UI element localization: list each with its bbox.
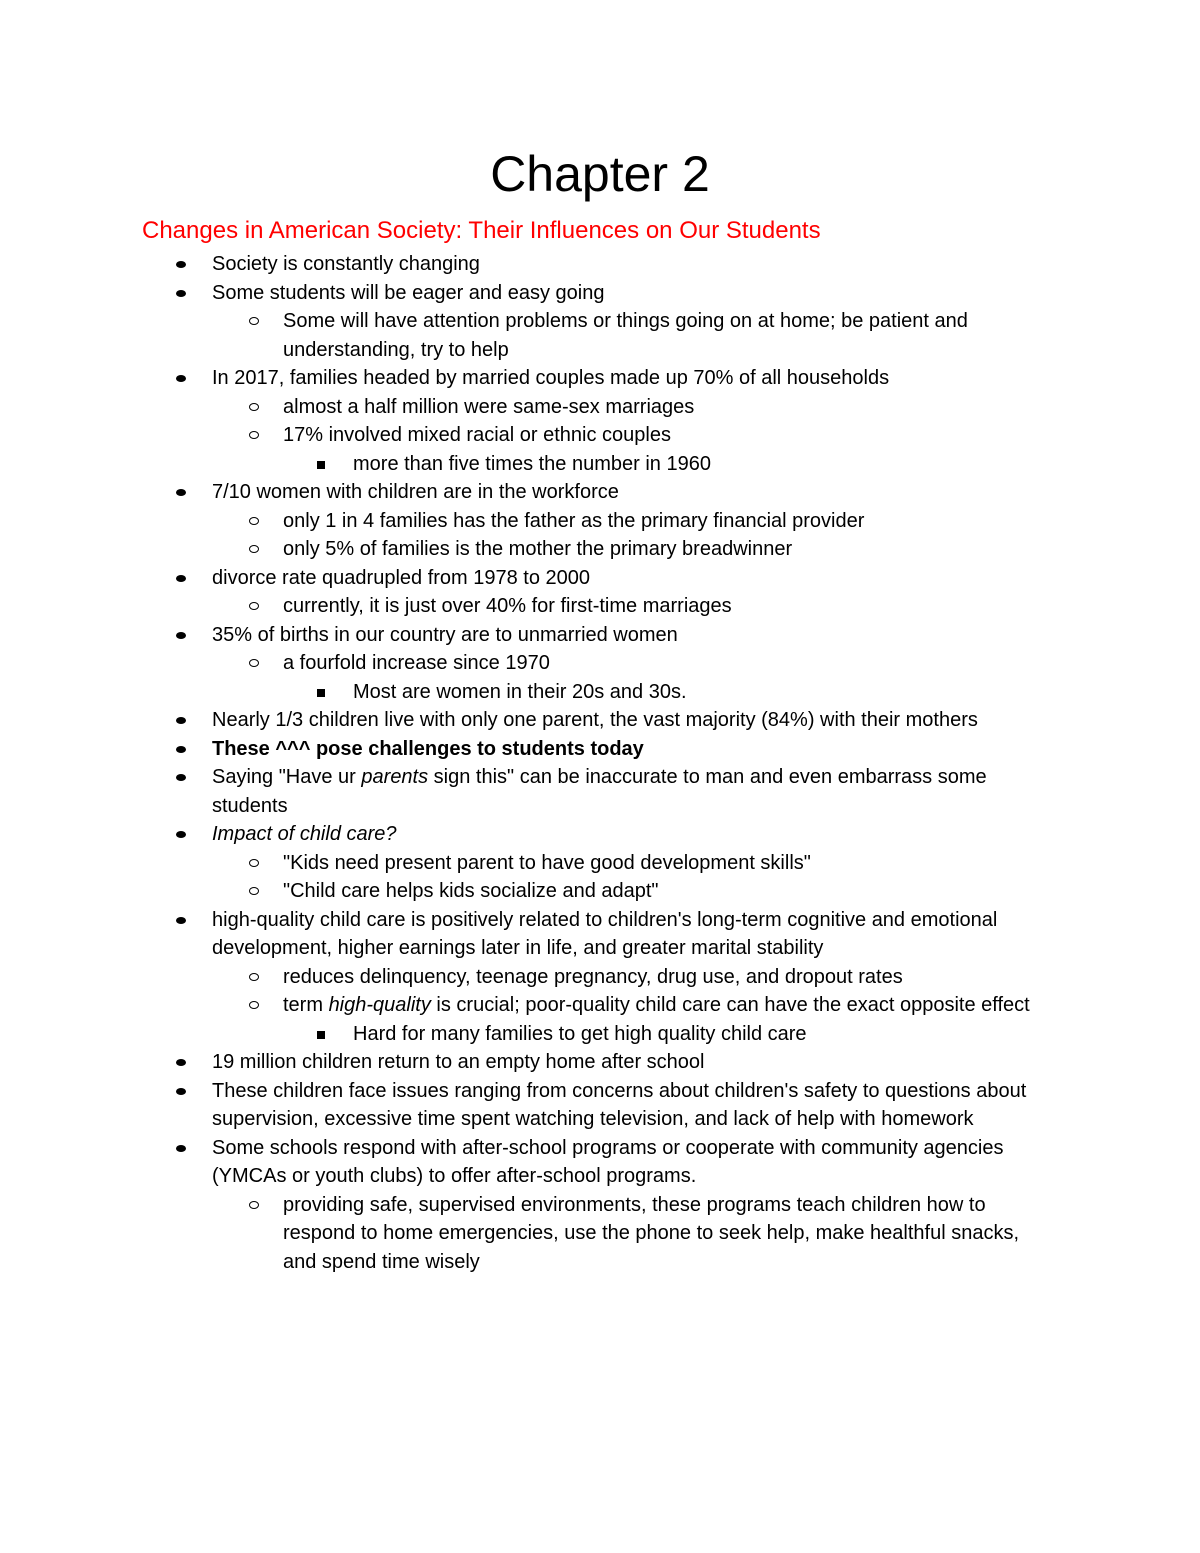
section-heading: Changes in American Society: Their Influences on Our Students	[142, 217, 821, 244]
list-item: Most are women in their 20s and 30s.	[0, 678, 1200, 707]
bullet-circle-icon	[249, 859, 259, 867]
bullet-circle-icon	[249, 517, 259, 525]
list-item: Nearly 1/3 children live with only one parent, the vast majority (84%) with their mothers	[0, 706, 1200, 735]
bullet-dot-icon	[176, 375, 186, 382]
bullet-square-icon	[317, 689, 325, 697]
list-item: reduces delinquency, teenage pregnancy, drug use, and dropout rates	[0, 963, 1200, 992]
list-item: divorce rate quadrupled from 1978 to 2000	[0, 564, 1200, 593]
list-item: almost a half million were same-sex marriages	[0, 393, 1200, 422]
list-item: "Kids need present parent to have good development skills"	[0, 849, 1200, 878]
list-item: Society is constantly changing	[0, 250, 1200, 279]
bullet-circle-icon	[249, 887, 259, 895]
bullet-dot-icon	[176, 261, 186, 268]
bullet-circle-icon	[249, 403, 259, 411]
page-title: Chapter 2	[490, 146, 710, 202]
bullet-dot-icon	[176, 746, 186, 753]
list-item: a fourfold increase since 1970	[0, 649, 1200, 678]
bullet-circle-icon	[249, 545, 259, 553]
bullet-dot-icon	[176, 632, 186, 639]
bullet-circle-icon	[249, 431, 259, 439]
list-item: term high-quality is crucial; poor-quality child care can have the exact opposite effect	[0, 991, 1200, 1020]
list-item: 19 million children return to an empty home after school	[0, 1048, 1200, 1077]
notes-list	[0, 250, 1200, 1276]
bullet-dot-icon	[176, 1088, 186, 1095]
list-item: more than five times the number in 1960	[0, 450, 1200, 479]
bullet-circle-icon	[249, 1001, 259, 1009]
bullet-circle-icon	[249, 1201, 259, 1209]
bullet-circle-icon	[249, 602, 259, 610]
list-item: Impact of child care?	[0, 820, 1200, 849]
bullet-dot-icon	[176, 1145, 186, 1152]
list-item: "Child care helps kids socialize and adapt"	[0, 877, 1200, 906]
bullet-dot-icon	[176, 774, 186, 781]
bullet-circle-icon	[249, 973, 259, 981]
bullet-dot-icon	[176, 831, 186, 838]
list-item: high-quality child care is positively related to children's long-term cognitive and emotional development, higher earnings later in life, and greater marital stability	[0, 906, 1200, 963]
list-item: only 5% of families is the mother the primary breadwinner	[0, 535, 1200, 564]
bullet-square-icon	[317, 461, 325, 469]
list-item: In 2017, families headed by married couples made up 70% of all households	[0, 364, 1200, 393]
list-item: Some will have attention problems or things going on at home; be patient and understanding, try to help	[0, 307, 1200, 364]
bullet-circle-icon	[249, 659, 259, 667]
list-item: These children face issues ranging from concerns about children's safety to questions about supervision, excessive time spent watching television, and lack of help with homework	[0, 1077, 1200, 1134]
bullet-square-icon	[317, 1031, 325, 1039]
bullet-dot-icon	[176, 290, 186, 297]
bullet-dot-icon	[176, 917, 186, 924]
list-item: currently, it is just over 40% for first-time marriages	[0, 592, 1200, 621]
list-item: 35% of births in our country are to unmarried women	[0, 621, 1200, 650]
list-item: Hard for many families to get high quality child care	[0, 1020, 1200, 1049]
list-item: 17% involved mixed racial or ethnic couples	[0, 421, 1200, 450]
list-item: providing safe, supervised environments, these programs teach children how to respond to home emergencies, use the phone to seek help, make healthful snacks, and spend time wisely	[0, 1191, 1200, 1277]
bullet-circle-icon	[249, 317, 259, 325]
list-item: These ^^^ pose challenges to students today	[0, 735, 1200, 764]
bullet-dot-icon	[176, 1059, 186, 1066]
list-item: only 1 in 4 families has the father as the primary financial provider	[0, 507, 1200, 536]
list-item: Some students will be eager and easy going	[0, 279, 1200, 308]
list-item: 7/10 women with children are in the workforce	[0, 478, 1200, 507]
list-item: Some schools respond with after-school programs or cooperate with community agencies (YMCAs or youth clubs) to offer after-school programs.	[0, 1134, 1200, 1191]
bullet-dot-icon	[176, 575, 186, 582]
bullet-dot-icon	[176, 489, 186, 496]
list-item: Saying "Have ur parents sign this" can be inaccurate to man and even embarrass some students	[0, 763, 1200, 820]
bullet-dot-icon	[176, 717, 186, 724]
